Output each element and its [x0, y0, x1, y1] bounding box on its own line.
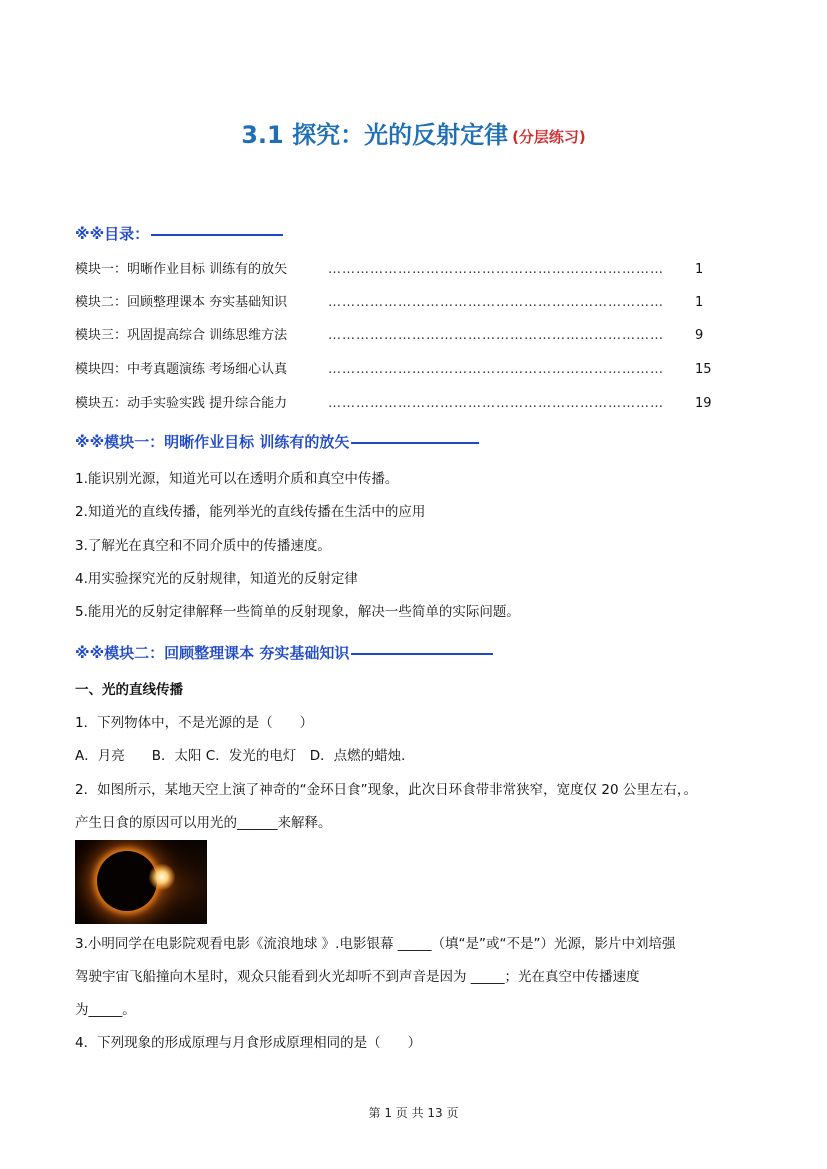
module2-heading [75, 643, 493, 663]
toc-item-page: 15 [695, 362, 712, 377]
toc-item-page: 9 [695, 328, 704, 343]
module1-heading-text: ※※模块一：明晰作业目标 训练有的放矢 [75, 433, 350, 451]
title-main: 3.1 探究：光的反射定律 [241, 121, 509, 149]
toc-item-page: 1 [695, 262, 704, 277]
toc-dots: ……………………………………………………………… [328, 362, 664, 377]
question-2-line: 产生日食的原因可以用光的______来解释。 [75, 815, 332, 831]
toc-item-page: 19 [695, 396, 712, 411]
heading-rule [151, 234, 283, 236]
toc-item[interactable] [75, 394, 715, 414]
question-3-line: 驾驶宇宙飞船撞向木星时，观众只能看到火光却听不到声音是因为 _____；光在真空中传播速度 [75, 969, 640, 985]
question-2-line: 2．如图所示，某地天空上演了神奇的“金环日食”现象，此次日环食带非常狭窄，宽度仅 20 公里左右，。 [75, 782, 698, 798]
toc-item-label: 模块四：中考真题演练 考场细心认真 [75, 362, 288, 377]
toc-item[interactable] [75, 260, 715, 280]
toc-item-page: 1 [695, 295, 704, 310]
question-1: 1．下列物体中，不是光源的是（ ） [75, 715, 314, 731]
question-1-options: A．月亮 B．太阳 C．发光的电灯 D．点燃的蜡烛． [75, 748, 415, 764]
eclipse-ring [97, 851, 157, 911]
page-footer: 第 1 页 共 13 页 [368, 1106, 459, 1120]
solar-eclipse-image [75, 840, 207, 924]
heading-rule [351, 653, 493, 655]
objective-item: 2.知道光的直线传播，能列举光的直线传播在生活中的应用 [75, 504, 426, 520]
toc-dots: ……………………………………………………………… [328, 262, 664, 277]
title-subtitle: (分层练习) [512, 128, 586, 146]
heading-rule [351, 442, 479, 444]
section-heading: 一、光的直线传播 [75, 682, 183, 698]
toc-item[interactable] [75, 293, 715, 313]
module1-heading [75, 432, 479, 452]
toc-item-label: 模块三：巩固提高综合 训练思维方法 [75, 328, 288, 343]
toc-item-label: 模块二：回顾整理课本 夯实基础知识 [75, 295, 288, 310]
toc-item-label: 模块一：明晰作业目标 训练有的放矢 [75, 262, 288, 277]
objective-item: 1.能识别光源，知道光可以在透明介质和真空中传播。 [75, 471, 399, 487]
toc-heading-text: ※※目录： [75, 225, 150, 243]
objective-item: 5.能用光的反射定律解释一些简单的反射现象，解决一些简单的实际问题。 [75, 604, 520, 620]
module2-heading-text: ※※模块二：回顾整理课本 夯实基础知识 [75, 644, 350, 662]
objective-item: 3.了解光在真空和不同介质中的传播速度。 [75, 538, 331, 554]
toc-dots: ……………………………………………………………… [328, 328, 664, 343]
toc-heading [75, 224, 283, 244]
toc-item[interactable] [75, 326, 715, 346]
objective-item: 4.用实验探究光的反射规律，知道光的反射定律 [75, 571, 358, 587]
toc-dots: ……………………………………………………………… [328, 295, 664, 310]
question-3-line: 3.小明同学在电影院观看电影《流浪地球 》.电影银幕 _____（填“是”或“不是”）光源，影片中刘培强 [75, 936, 676, 952]
toc-item[interactable] [75, 360, 715, 380]
question-4: 4．下列现象的形成原理与月食形成原理相同的是（ ） [75, 1035, 422, 1051]
question-3-line: 为_____。 [75, 1002, 136, 1018]
toc-dots: ……………………………………………………………… [328, 396, 664, 411]
sun-flare [149, 864, 175, 890]
page-title [0, 119, 827, 153]
toc-item-label: 模块五：动手实验实践 提升综合能力 [75, 396, 288, 411]
